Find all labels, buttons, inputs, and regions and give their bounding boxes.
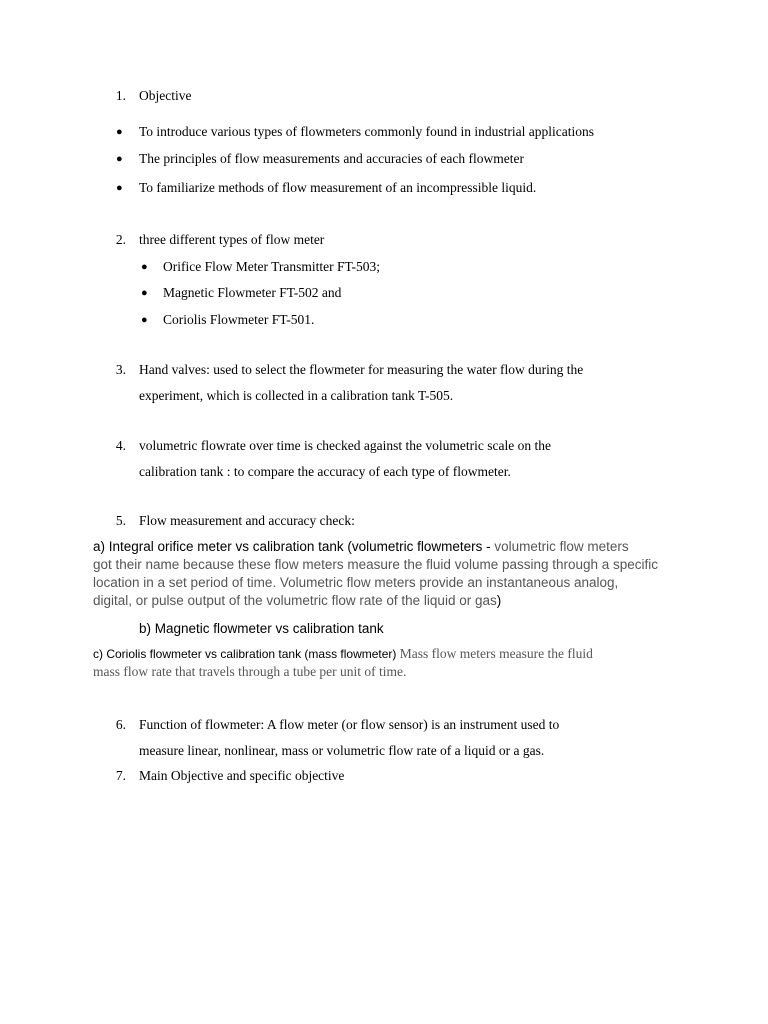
bullet-icon: ● <box>141 314 148 326</box>
item-3-number: 3. <box>115 362 126 377</box>
item-5a-close: ) <box>496 593 502 608</box>
item-2-bullet-2: Magnetic Flowmeter FT-502 and <box>163 285 342 300</box>
item-6-line-1: Function of flowmeter: A flow meter (or flow sensor) is an instrument used to <box>139 717 560 732</box>
item-5c-line-2: mass flow rate that travels through a tube per unit of time. <box>93 664 407 679</box>
item-5a-line-3: location in a set period of time. Volumetric flow meters provide an instantaneous analog, <box>93 575 619 590</box>
item-1-bullet-2: The principles of flow measurements and accuracies of each flowmeter <box>139 151 524 166</box>
item-2-title: three different types of flow meter <box>139 232 325 247</box>
item-4-line-2: calibration tank : to compare the accuracy of each type of flowmeter. <box>139 464 511 479</box>
bullet-icon: ● <box>116 153 123 165</box>
item-2-number: 2. <box>115 232 126 247</box>
bullet-icon: ● <box>116 182 123 194</box>
item-1-title: Objective <box>139 88 192 103</box>
item-5-number: 5. <box>115 513 126 528</box>
item-6-number: 6. <box>115 717 126 732</box>
item-5-title: Flow measurement and accuracy check: <box>139 513 355 528</box>
bullet-icon: ● <box>116 126 123 138</box>
item-5b-line: b) Magnetic flowmeter vs calibration tank <box>139 621 384 636</box>
item-2-bullet-1: Orifice Flow Meter Transmitter FT-503; <box>163 259 380 274</box>
item-5c-lead: c) Coriolis flowmeter vs calibration tank (mass flowmeter) <box>93 647 400 661</box>
item-5a-gray-end: digital, or pulse output of the volumetric flow rate of the liquid or gas <box>93 593 497 608</box>
item-1-bullet-1: To introduce various types of flowmeters commonly found in industrial applications <box>139 124 594 139</box>
item-5a-lead: a) Integral orifice meter vs calibration tank (volumetric flowmeters - <box>93 539 495 554</box>
item-4-number: 4. <box>115 438 126 453</box>
item-5a-gray-start: volumetric flow meters <box>494 539 629 554</box>
item-4-line-1: volumetric flowrate over time is checked against the volumetric scale on the <box>139 438 551 453</box>
item-5a-line-4 <box>93 592 501 610</box>
item-5a-line-2: got their name because these flow meters measure the fluid volume passing through a specific <box>93 557 659 572</box>
item-5c-line-1 <box>93 645 593 663</box>
item-2-bullet-3: Coriolis Flowmeter FT-501. <box>163 312 315 327</box>
item-7-number: 7. <box>115 768 126 783</box>
item-5c-gray-1: Mass flow meters measure the fluid <box>399 646 593 661</box>
item-7-title: Main Objective and specific objective <box>139 768 345 783</box>
bullet-icon: ● <box>141 287 148 299</box>
item-1-number: 1. <box>115 88 126 103</box>
item-5a-line-1 <box>93 538 629 556</box>
item-3-line-2: experiment, which is collected in a calibration tank T-505. <box>139 388 454 403</box>
bullet-icon: ● <box>141 261 148 273</box>
item-1-bullet-3: To familiarize methods of flow measurement of an incompressible liquid. <box>139 180 537 195</box>
item-3-line-1: Hand valves: used to select the flowmeter for measuring the water flow during the <box>139 362 584 377</box>
item-6-line-2: measure linear, nonlinear, mass or volumetric flow rate of a liquid or a gas. <box>139 743 545 758</box>
